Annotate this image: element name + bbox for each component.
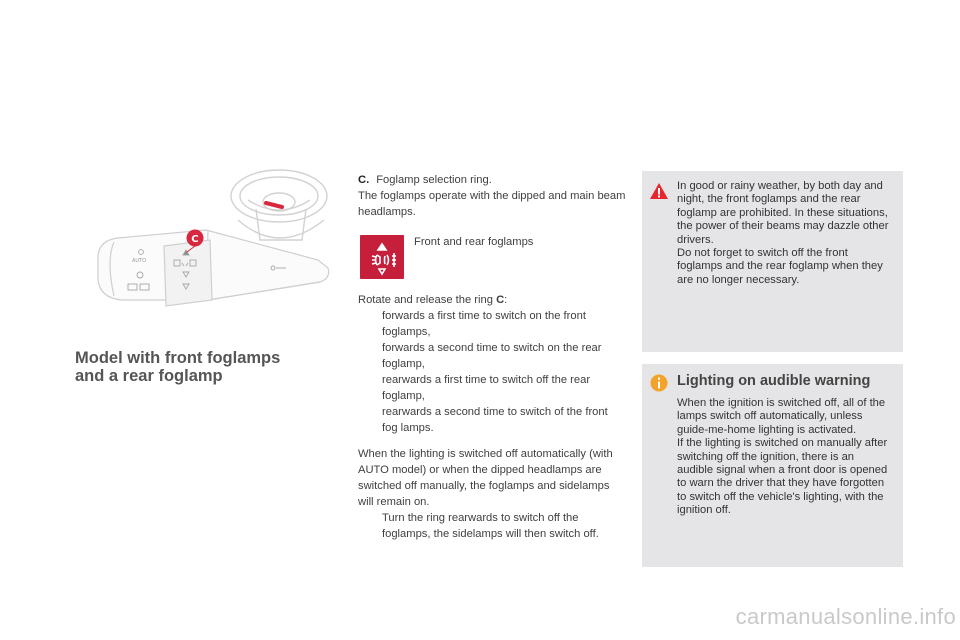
ring-caption xyxy=(358,172,628,188)
list-item-text: rearwards a first time to switch off the rear foglamp, xyxy=(382,374,591,402)
warning-icon xyxy=(649,182,669,200)
lighting-stalk-illustration xyxy=(88,160,350,318)
section-heading-line1: Model with front foglamps xyxy=(75,349,281,367)
list-item xyxy=(358,372,618,404)
list-item-text: Turn the ring rearwards to switch off the foglamps, the sidelamps will then switch off. xyxy=(382,512,599,540)
watermark: carmanualsonline.info xyxy=(735,604,956,629)
caption-key: C. xyxy=(358,174,370,186)
fog-icon-label: Front and rear foglamps xyxy=(414,236,534,248)
stalk-auto-label: AUTO xyxy=(132,258,147,264)
info-icon xyxy=(649,374,669,392)
info-box-title: Lighting on audible warning xyxy=(677,373,871,389)
front-rear-foglamp-icon xyxy=(360,235,404,279)
intro-paragraph: The foglamps operate with the dipped and main beam headlamps. xyxy=(358,190,626,218)
list-item-text: forwards a second time to switch on the rear foglamp, xyxy=(382,342,602,370)
ring-positions-list xyxy=(358,308,618,436)
callout-c-label: C xyxy=(191,234,199,245)
rotate-instruction xyxy=(358,292,628,308)
auto-lighting-paragraph: When the lighting is switched off automatically (with AUTO model) or when the dipped headlamps are switched off manually, the foglamps and sidelamps will remain on. xyxy=(358,448,613,508)
list-item xyxy=(358,510,618,542)
caption-text: Foglamp selection ring. xyxy=(376,174,492,186)
info-box-text: When the ignition is switched off, all of the lamps switch off automatically, unless guide-me-home lighting is activated. If the lighting is switched on manually after switching off the ignition, there is an audible signal when a front door is opened to warn the driver that they have forgotten to switch off the vehicle's lighting, with the ignition off. xyxy=(677,397,888,517)
rotate-suffix: : xyxy=(504,294,508,306)
list-item xyxy=(358,308,618,340)
list-item-text: rearwards a second time to switch of the front fog lamps. xyxy=(382,406,608,434)
section-heading xyxy=(75,349,325,385)
rotate-prefix: Rotate and release the ring xyxy=(358,294,497,306)
list-item xyxy=(358,404,618,436)
section-heading-line2: and a rear foglamp xyxy=(75,367,223,385)
switch-off-list xyxy=(358,510,618,542)
warning-text: In good or rainy weather, by both day and night, the front foglamps and the rear foglamp are prohibited. In these situations, the power of their beams may dazzle other drivers. Do not forget to switch off the front foglamps and the rear foglamp when they are no longer necessary. xyxy=(677,180,889,286)
list-item-text: forwards a first time to switch on the front foglamps, xyxy=(382,310,586,338)
rotate-key: C xyxy=(496,294,505,306)
list-item xyxy=(358,340,618,372)
